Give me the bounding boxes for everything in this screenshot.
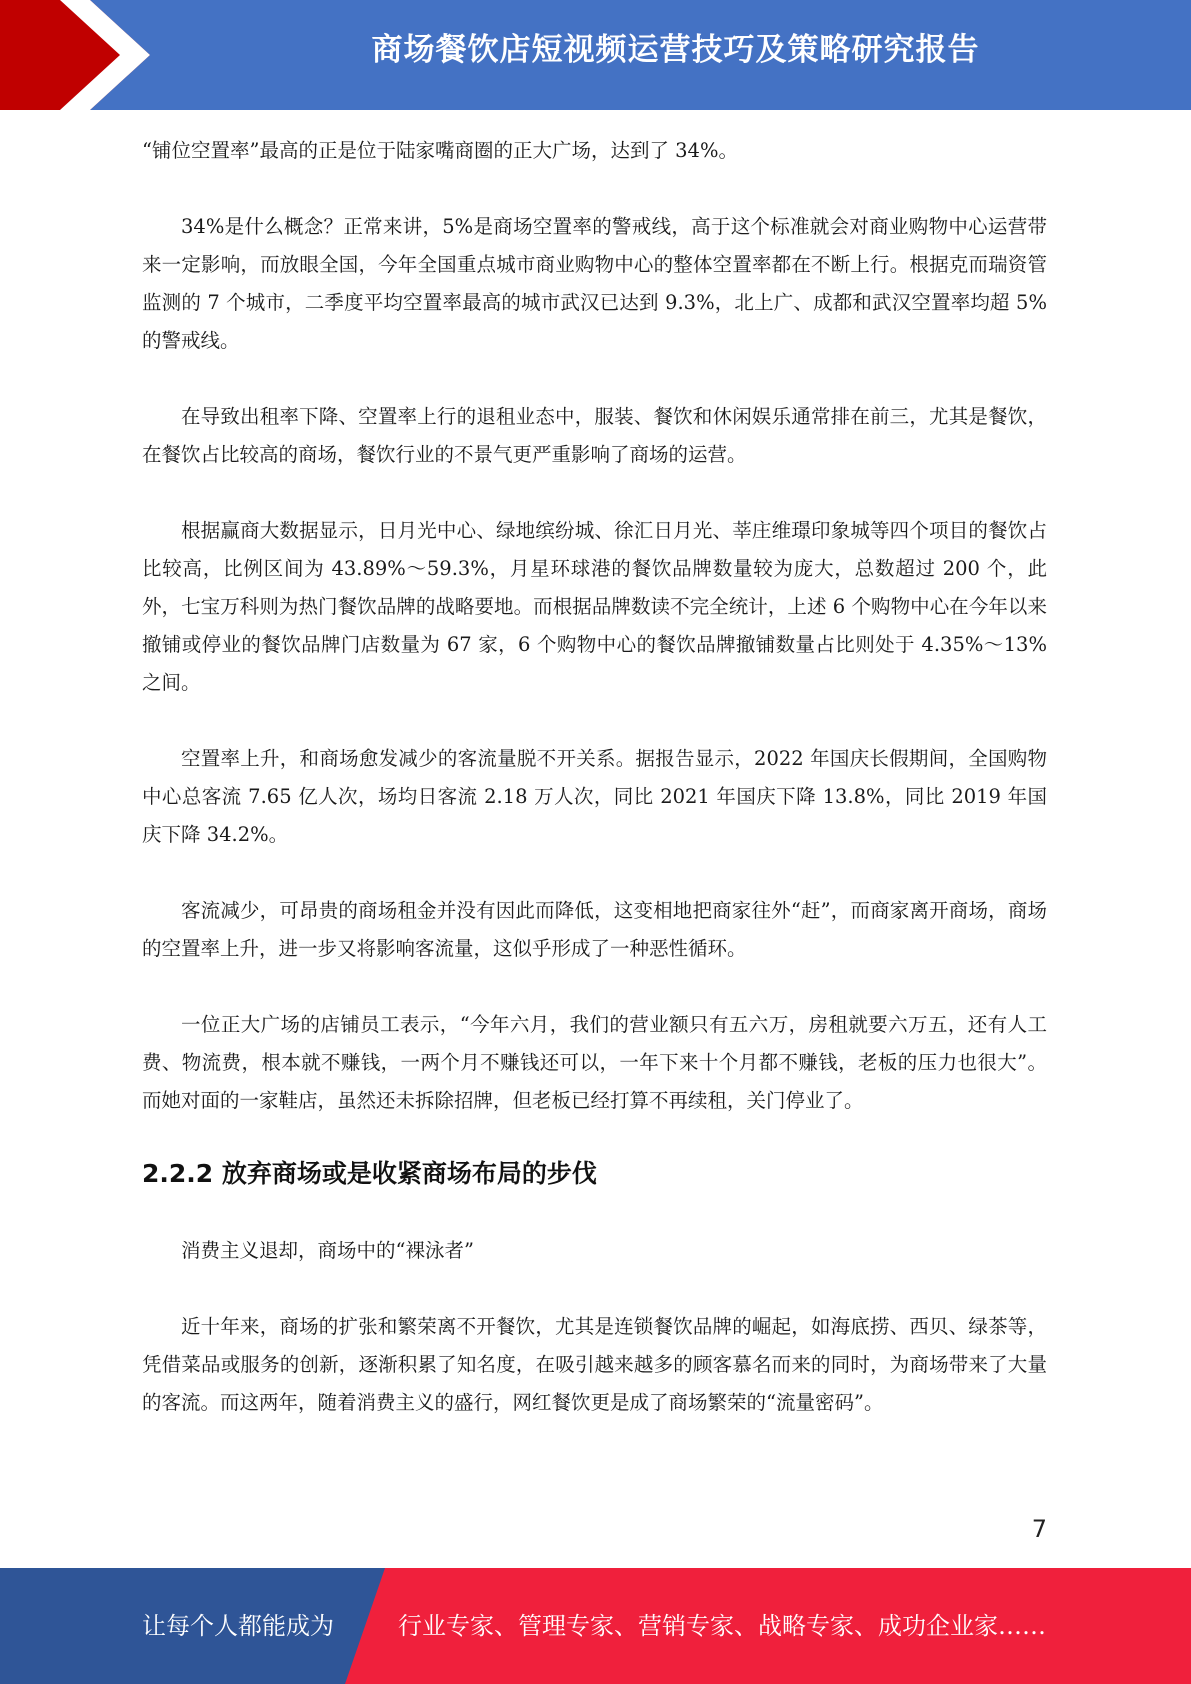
footer-slogan-left: 让每个人都能成为	[142, 1612, 334, 1640]
paragraph: 空置率上升，和商场愈发减少的客流量脱不开关系。据报告显示，2022 年国庆长假期间，全国购物中心总客流 7.65 亿人次，场均日客流 2.18 万人次，同比 2021 年国庆下降 13.8%，同比 2019 年国庆下降 34.2%。	[142, 747, 1047, 846]
document-body	[142, 132, 1047, 1422]
paragraph: 一位正大广场的店铺员工表示，“今年六月，我们的营业额只有五六万，房租就要六万五，还有人工费、物流费，根本就不赚钱，一两个月不赚钱还可以，一年下来十个月都不赚钱，老板的压力也很大”。而她对面的一家鞋店，虽然还未拆除招牌，但老板已经打算不再续租，关门停业了。	[142, 1013, 1047, 1112]
paragraph: 近十年来，商场的扩张和繁荣离不开餐饮，尤其是连锁餐饮品牌的崛起，如海底捞、西贝、绿茶等，凭借菜品或服务的创新，逐渐积累了知名度，在吸引越来越多的顾客慕名而来的同时，为商场带来了大量的客流。而这两年，随着消费主义的盛行，网红餐饮更是成了商场繁荣的“流量密码”。	[142, 1315, 1047, 1414]
header-arrow-accent	[0, 0, 160, 110]
paragraph: 在导致出租率下降、空置率上行的退租业态中，服装、餐饮和休闲娱乐通常排在前三，尤其是餐饮，在餐饮占比较高的商场，餐饮行业的不景气更严重影响了商场的运营。	[142, 405, 1047, 466]
report-title: 商场餐饮店短视频运营技巧及策略研究报告	[371, 32, 980, 68]
page-number: 7	[1031, 1515, 1047, 1543]
paragraph: 消费主义退却，商场中的“裸泳者”	[181, 1239, 474, 1262]
section-heading: 2.2.2 放弃商场或是收紧商场布局的步伐	[142, 1159, 597, 1188]
paragraph: “铺位空置率”最高的正是位于陆家嘴商圈的正大广场，达到了 34%。	[142, 139, 738, 162]
paragraph: 34%是什么概念？正常来讲，5%是商场空置率的警戒线，高于这个标准就会对商业购物中心运营带来一定影响，而放眼全国，今年全国重点城市商业购物中心的整体空置率都在不断上行。根据克而瑞资管监测的 7 个城市，二季度平均空置率最高的城市武汉已达到 9.3%，北上广、成都和武汉空置率均超 5%的警戒线。	[142, 215, 1047, 352]
page-footer	[0, 1568, 1191, 1684]
paragraph: 客流减少，可昂贵的商场租金并没有因此而降低，这变相地把商家往外“赶”，而商家离开商场，商场的空置率上升，进一步又将影响客流量，这似乎形成了一种恶性循环。	[142, 899, 1047, 960]
page-header	[0, 0, 1191, 110]
footer-slogan-right: 行业专家、管理专家、营销专家、战略专家、成功企业家……	[398, 1612, 1046, 1640]
paragraph: 根据赢商大数据显示，日月光中心、绿地缤纷城、徐汇日月光、莘庄维璟印象城等四个项目的餐饮占比较高，比例区间为 43.89%～59.3%，月星环球港的餐饮品牌数量较为庞大，总数超过 200 个，此外，七宝万科则为热门餐饮品牌的战略要地。而根据品牌数读不完全统计，上述 6 个购物中心在今年以来撤铺或停业的餐饮品牌门店数量为 67 家，6 个购物中心的餐饮品牌撤铺数量占比则处于 4.35%～13%之间。	[142, 519, 1047, 694]
